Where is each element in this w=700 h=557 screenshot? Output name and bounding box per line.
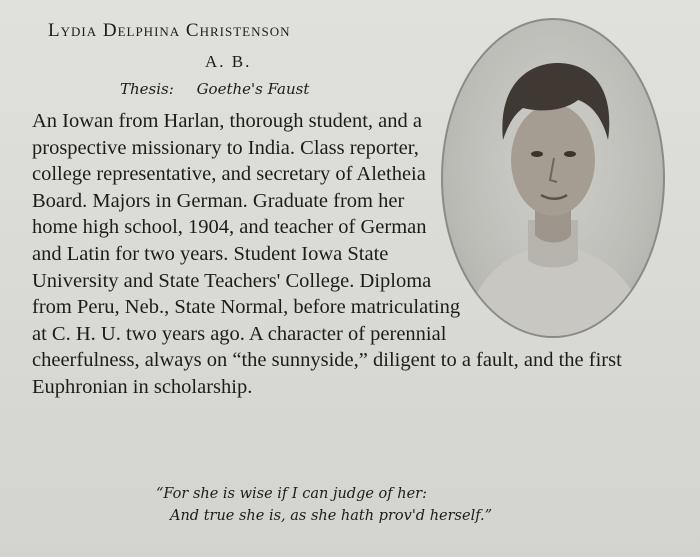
quote-line-1: “For she is wise if I can judge of her: [156,486,427,502]
thesis-line [120,80,309,98]
thesis-label: Thesis: [120,80,174,98]
quotation [156,483,576,527]
biography-body: An Iowan from Harlan, thorough student, and a prospective missionary to India. Class reporter, college representative, and secretary of Aletheia Board. Majors in German. Graduate from her home high school, 1904, and teacher of German and Latin for two years. Student Iowa State University and State Teachers' College. Diploma from Peru, Neb., State Normal, before matriculating at C. H. U. two years ago. A character of perennial cheerfulness, always on “the sunnyside,” diligent to a fault, and the first Euphronian in scholarship. [32,110,622,398]
quote-line-2: And true she is, as she hath prov'd herself.” [170,508,493,524]
portrait-float-spacer [442,8,672,324]
degree: A. B. [205,52,252,71]
student-name: Lydia Delphina Christenson [48,20,291,41]
thesis-title: Goethe's Faust [196,80,310,98]
biography-text [32,108,672,401]
